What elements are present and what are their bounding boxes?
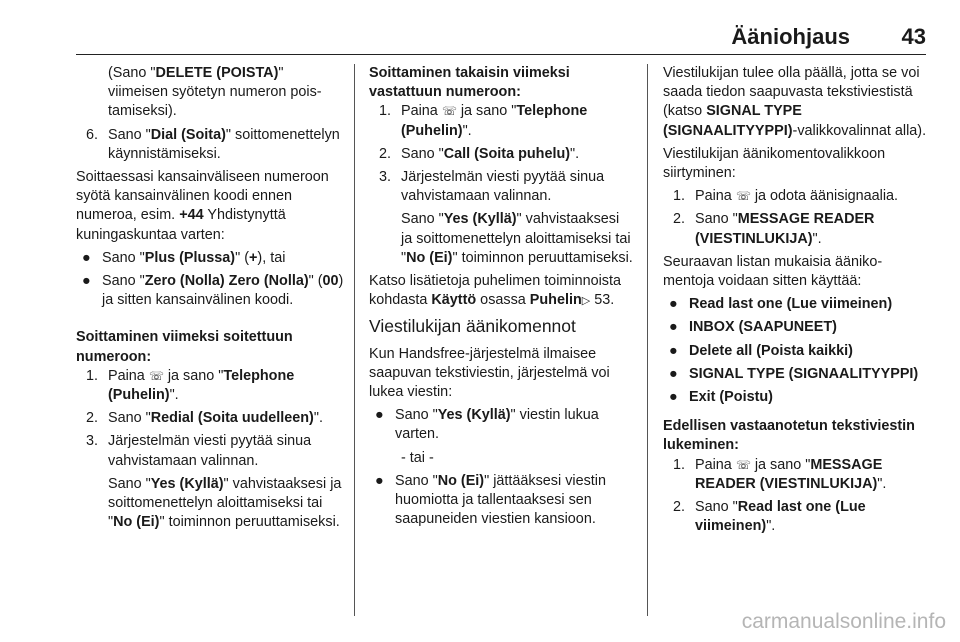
paragraph: Kun Handsfree-järjestelmä ilmaisee saapuvan tekstiviestin, järjestelmä voi lukea viestin: [369,345,610,401]
list-item: 3. Järjestelmän viesti pyytää sinua vahvistamaan valinnan. [86,433,312,469]
list-item: 2. Sano "MESSAGE READER (VIESTINLUKIJA)". [673,211,875,247]
bullet-item: ● Sano "Yes (Kyllä)" viestin lukua varten. [375,407,599,443]
phone-icon: ☏ [148,368,164,383]
phone-icon: ☏ [735,457,751,472]
page-title: Ääniohjaus [731,24,850,49]
bullet-item: ● Sano "Plus (Plussa)" (+), tai [82,249,286,266]
section-heading: Edellisen vastaanotetun tekstiviestin lukeminen: [663,418,915,454]
section-title: Viestilukijan äänikomennot [369,316,576,337]
bullet-item: ● Sano "Zero (Nolla) Zero (Nolla)" (00) ja sitten kansainvälinen koodi. [82,273,344,309]
column-2 [369,64,634,533]
column-1 [76,64,344,536]
list-item: 6. Sano "Dial (Soita)" soittomenettelyn käynnistämiseksi. [86,126,340,162]
list-item: 2. Sano "Redial (Soita uudelleen)". [86,410,323,427]
phone-icon: ☏ [735,189,751,204]
bullet-item: ● INBOX (SAAPUNEET) [669,319,837,336]
list-item: 2. Sano "Call (Soita puhelu)". [379,145,580,162]
paragraph: - tai - [401,449,434,466]
step-5-continuation: (Sano "DELETE (POISTA)" viimeisen syötetyn numeron poistamiseksi). [108,65,322,120]
section-heading: Soittaminen viimeksi soitettuun numeroon: [76,329,293,365]
list-item: 1. Paina ☏ ja odota äänisignaalia. [673,188,899,205]
paragraph: Sano "Yes (Kyllä)" vahvistaaksesi ja soittomenettelyn aloittamiseksi tai "No (Ei)" toiminnon peruuttamiseksi. [401,211,633,266]
list-item: 2. Sano "Read last one (Lue viimeinen)". [673,499,866,535]
bullet-item: ● Sano "No (Ei)" jättääksesi viestin huomiotta ja tallentaaksesi sen saapuneiden viestien kansioon. [375,472,606,528]
page-header [0,0,960,56]
bullet-item: ● SIGNAL TYPE (SIGNAALITYYPPI) [669,365,919,382]
paragraph: Sano "Yes (Kyllä)" vahvistaaksesi ja soittomenettelyn aloittamiseksi tai "No (Ei)" toiminnon peruuttamiseksi. [108,475,342,531]
list-item: 1. Paina ☏ ja sano "MESSAGE READER (VIESTINLUKIJA)". [673,456,887,492]
paragraph: Katso lisätietoja puhelimen toiminnoista kohdasta Käyttö osassa Puhelin▷ 53. [369,273,621,309]
watermark: carmanualsonline.info [741,610,946,633]
column-divider [354,64,355,616]
paragraph: Soittaessasi kansainväliseen numeroon syötä kansainvälinen koodi ennen numeroa, esim. +44 Yhdistynyttä kuningaskuntaa varten: [76,169,329,243]
paragraph: Viestilukijan äänikomentovalikkoon siirtyminen: [663,145,886,182]
header-rule [76,54,926,55]
list-item: 1. Paina ☏ ja sano "Telephone (Puhelin)". [86,367,295,404]
list-item: 1. Paina ☏ ja sano "Telephone (Puhelin)". [379,103,588,139]
bullet-item: ● Read last one (Lue viimeinen) [669,296,893,313]
bullet-item: ● Exit (Poistu) [669,389,773,406]
column-divider [647,64,648,616]
bullet-item: ● Delete all (Poista kaikki) [669,342,853,359]
section-heading: Soittaminen takaisin viimeksi vastattuun numeroon: [369,65,570,101]
phone-icon: ☏ [441,104,457,119]
paragraph: Viestilukijan tulee olla päällä, jotta se voi saada tiedon saapuvasta tekstiviestistä (katso SIGNAL TYPE (SIGNAALITYYPPI)-valikkovalinnat alla). [663,65,927,139]
page-reference-arrow-icon: ▷ [581,295,591,308]
column-3 [663,64,928,540]
list-item: 3. Järjestelmän viesti pyytää sinua vahvistamaan valinnan. [379,169,605,205]
paragraph: Seuraavan listan mukaisia äänikomentoja voidaan sitten käyttää: [663,253,883,290]
page-number: 43 [901,24,926,49]
